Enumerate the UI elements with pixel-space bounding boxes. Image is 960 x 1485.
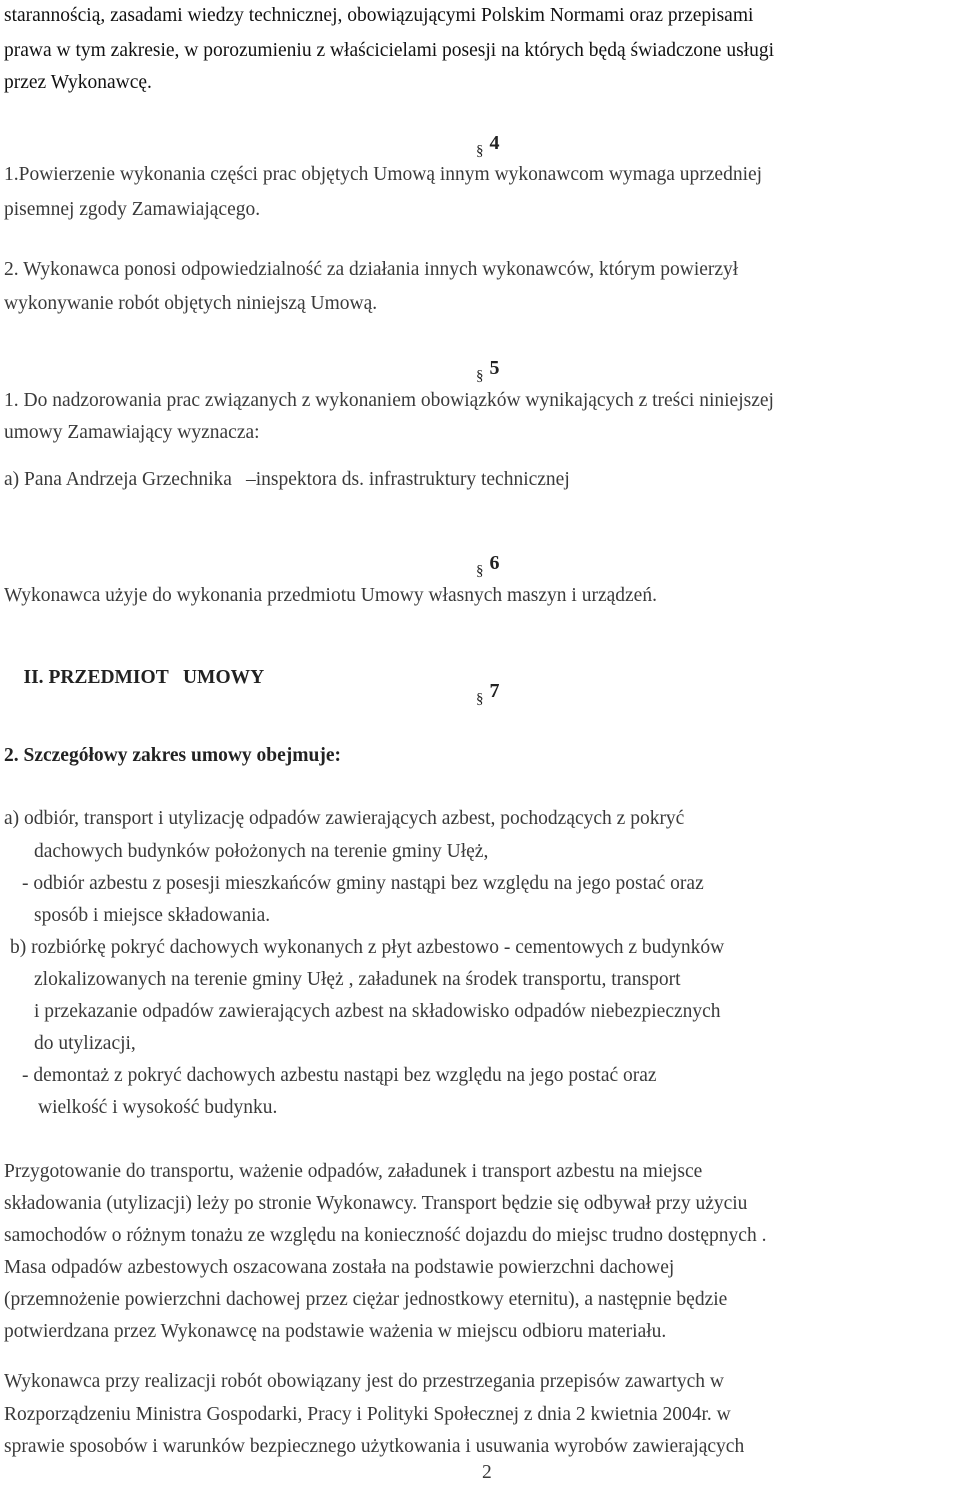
section-sign: §	[476, 691, 484, 707]
text-line: sprawie sposobów i warunków bezpiecznego użytkowania i usuwania wyrobów zawierających	[4, 1436, 745, 1457]
text-line: 1.Powierzenie wykonania części prac objętych Umową innym wykonawcom wymaga uprzedniej	[4, 164, 763, 185]
text-line: dachowych budynków położonych na terenie gminy Ułęż,	[34, 841, 489, 862]
list-item-a: a) odbiór, transport i utylizację odpadów zawierających azbest, pochodzących z pokryć	[4, 808, 685, 829]
list-item-b: b) rozbiórkę pokryć dachowych wykonanych z płyt azbestowo - cementowych z budynków	[10, 937, 725, 958]
text-line: Masa odpadów azbestowych oszacowana została na podstawie powierzchni dachowej	[4, 1257, 675, 1278]
section-7-heading	[476, 680, 500, 707]
section-sign: §	[476, 368, 484, 384]
text-line: wykonywanie robót objętych niniejszą Umową.	[4, 293, 378, 314]
chapter-number: II.	[23, 666, 44, 688]
section-5-heading	[476, 357, 500, 384]
scope-heading: 2. Szczegółowy zakres umowy obejmuje:	[4, 745, 342, 766]
text-line: 2. Wykonawca ponosi odpowiedzialność za działania innych wykonawców, którym powierzył	[4, 259, 739, 280]
text-line: Przygotowanie do transportu, ważenie odpadów, załadunek i transport azbestu na miejsce	[4, 1161, 703, 1182]
inspector-line	[4, 470, 570, 490]
chapter-title: PRZEDMIOT UMOWY	[48, 666, 265, 688]
section-number: 7	[489, 680, 500, 702]
text-line: prawa w tym zakresie, w porozumieniu z właścicielami posesji na których będą świadczone usługi	[4, 40, 775, 61]
text-line: - demontaż z pokryć dachowych azbestu nastąpi bez względu na jego postać oraz	[22, 1065, 657, 1086]
text-line: potwierdzana przez Wykonawcę na podstawie ważenia w miejscu odbioru materiału.	[4, 1321, 667, 1342]
text-line: składowania (utylizacji) leży po stronie Wykonawcy. Transport będzie się odbywał przy użyciu	[4, 1193, 748, 1214]
text-line: do utylizacji,	[34, 1033, 136, 1054]
section-sign: §	[476, 563, 484, 579]
section-number: 5	[489, 357, 500, 379]
text-line: zlokalizowanych na terenie gminy Ułęż , załadunek na środek transportu, transport	[34, 969, 681, 990]
chapter-heading	[4, 648, 264, 707]
text-line: przez Wykonawcę.	[4, 72, 152, 93]
text-line: Rozporządzeniu Ministra Gospodarki, Pracy i Polityki Społecznej z dnia 2 kwietnia 2004r. w	[4, 1404, 731, 1425]
section-number: 6	[489, 552, 500, 574]
text-line: i przekazanie odpadów zawierających azbest na składowisko odpadów niebezpiecznych	[34, 1001, 721, 1022]
text-line: pisemnej zgody Zamawiającego.	[4, 199, 261, 220]
text-line: (przemnożenie powierzchni dachowej przez ciężar jednostkowy eternitu), a następnie będzie	[4, 1289, 728, 1310]
text-line: sposób i miejsce składowania.	[34, 905, 271, 926]
text-line: wielkość i wysokość budynku.	[38, 1097, 278, 1118]
text-line: Wykonawca użyje do wykonania przedmiotu Umowy własnych maszyn i urządzeń.	[4, 585, 657, 606]
inspector-dash: –	[245, 469, 256, 490]
inspector-name: a) Pana Andrzeja Grzechnika	[4, 469, 232, 490]
text-line: umowy Zamawiający wyznacza:	[4, 422, 260, 443]
section-6-heading	[476, 552, 500, 579]
page-number: 2	[482, 1462, 492, 1483]
text-line: starannością, zasadami wiedzy technicznej, obowiązującymi Polskim Normami oraz przepisami	[4, 5, 754, 26]
text-line: Wykonawca przy realizacji robót obowiązany jest do przestrzegania przepisów zawartych w	[4, 1371, 725, 1392]
inspector-role: inspektora ds. infrastruktury technicznej	[255, 469, 570, 490]
section-4-heading	[476, 132, 500, 159]
section-number: 4	[489, 132, 500, 154]
text-line: - odbiór azbestu z posesji mieszkańców gminy nastąpi bez względu na jego postać oraz	[22, 873, 704, 894]
text-line: samochodów o różnym tonażu ze względu na konieczność dojazdu do miejsc trudno dostępnych .	[4, 1225, 767, 1246]
section-sign: §	[476, 143, 484, 159]
text-line: 1. Do nadzorowania prac związanych z wykonaniem obowiązków wynikających z treści niniejszej	[4, 390, 774, 411]
